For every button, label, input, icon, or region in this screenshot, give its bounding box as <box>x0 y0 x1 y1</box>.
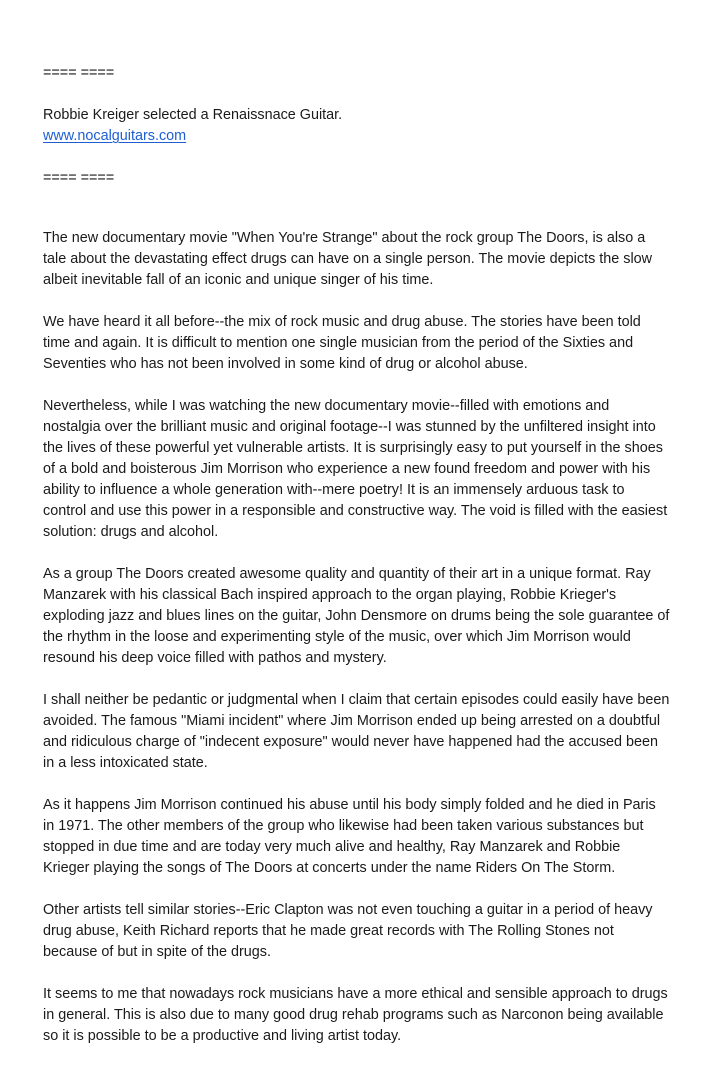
article-paragraph <box>43 312 691 375</box>
text-line: Nevertheless, while I was watching the new documentary movie--filled with emotions and <box>43 398 610 414</box>
guitar-website-link[interactable]: www.nocalguitars.com <box>43 128 187 144</box>
text-line: solution: drugs and alcohol. <box>43 524 219 540</box>
article-body <box>43 228 691 1047</box>
article-paragraph <box>43 900 691 963</box>
text-line: Manzarek with his classical Bach inspired approach to the organ playing, Robbie Krieger's <box>43 587 617 603</box>
document-page <box>43 63 691 1068</box>
text-line: Seventies who has not been involved in some kind of drug or alcohol abuse. <box>43 356 528 372</box>
text-line: stopped in due time and are today very much alive and healthy, Ray Manzarek and Robbie <box>43 839 621 855</box>
text-line: avoided. The famous "Miami incident" where Jim Morrison ended up being arrested on a doubtful <box>43 713 661 729</box>
text-line: because of but in spite of the drugs. <box>43 944 272 960</box>
text-line: time and again. It is difficult to mention one single musician from the period of the Sixties and <box>43 335 634 351</box>
text-line: and ridiculous charge of "indecent exposure" would never have happened had the accused been <box>43 734 659 750</box>
spacer <box>43 189 691 228</box>
text-line: resound his deep voice filled with pathos and mystery. <box>43 650 387 666</box>
text-line: in general. This is also due to many good drug rehab programs such as Narconon being available <box>43 1007 664 1023</box>
separator-bottom: ==== ==== <box>43 170 115 186</box>
text-line: Other artists tell similar stories--Eric Clapton was not even touching a guitar in a period of heavy <box>43 902 653 918</box>
separator-top: ==== ==== <box>43 65 115 81</box>
spacer <box>43 147 691 168</box>
article-paragraph <box>43 228 691 291</box>
text-line: so it is possible to be a productive and living artist today. <box>43 1028 402 1044</box>
text-line: nostalgia over the brilliant music and original footage--I was stunned by the unfiltered insight into <box>43 419 656 435</box>
article-paragraph <box>43 984 691 1047</box>
text-line: in a less intoxicated state. <box>43 755 208 771</box>
text-line: of a bold and boisterous Jim Morrison who experience a new found freedom and power with his <box>43 461 651 477</box>
text-line: the rhythm in the loose and experimenting style of the music, over which Jim Morrison would <box>43 629 631 645</box>
article-paragraph <box>43 396 691 543</box>
article-paragraph <box>43 690 691 774</box>
text-line: drug abuse, Keith Richard reports that he made great records with The Rolling Stones not <box>43 923 614 939</box>
text-line: control and use this power in a responsible and constructive way. The void is filled with the easiest <box>43 503 668 519</box>
text-line: As it happens Jim Morrison continued his abuse until his body simply folded and he died in Paris <box>43 797 656 813</box>
text-line: in 1971. The other members of the group who likewise had been taken various substances but <box>43 818 644 834</box>
text-line: albeit inevitable fall of an iconic and unique singer of his time. <box>43 272 434 288</box>
text-line: exploding jazz and blues lines on the guitar, John Densmore on drums being the sole guarantee of <box>43 608 670 624</box>
text-line: It seems to me that nowadays rock musicians have a more ethical and sensible approach to drugs <box>43 986 668 1002</box>
text-line: ability to influence a whole generation with--mere poetry! It is an immensely arduous task to <box>43 482 625 498</box>
text-line: tale about the devastating effect drugs can have on a single person. The movie depicts the slow <box>43 251 653 267</box>
text-line: As a group The Doors created awesome quality and quantity of their art in a unique format. Ray <box>43 566 651 582</box>
text-line: the lives of these powerful yet vulnerable artists. It is surprisingly easy to put yourself in the shoes <box>43 440 663 456</box>
text-line: The new documentary movie "When You're Strange" about the rock group The Doors, is also a <box>43 230 646 246</box>
guitar-note: Robbie Kreiger selected a Renaissnace Guitar. <box>43 107 343 123</box>
article-paragraph <box>43 564 691 669</box>
article-paragraph <box>43 795 691 879</box>
text-line: We have heard it all before--the mix of rock music and drug abuse. The stories have been told <box>43 314 641 330</box>
spacer <box>43 84 691 105</box>
text-line: I shall neither be pedantic or judgmental when I claim that certain episodes could easily have been <box>43 692 670 708</box>
text-line: Krieger playing the songs of The Doors at concerts under the name Riders On The Storm. <box>43 860 616 876</box>
